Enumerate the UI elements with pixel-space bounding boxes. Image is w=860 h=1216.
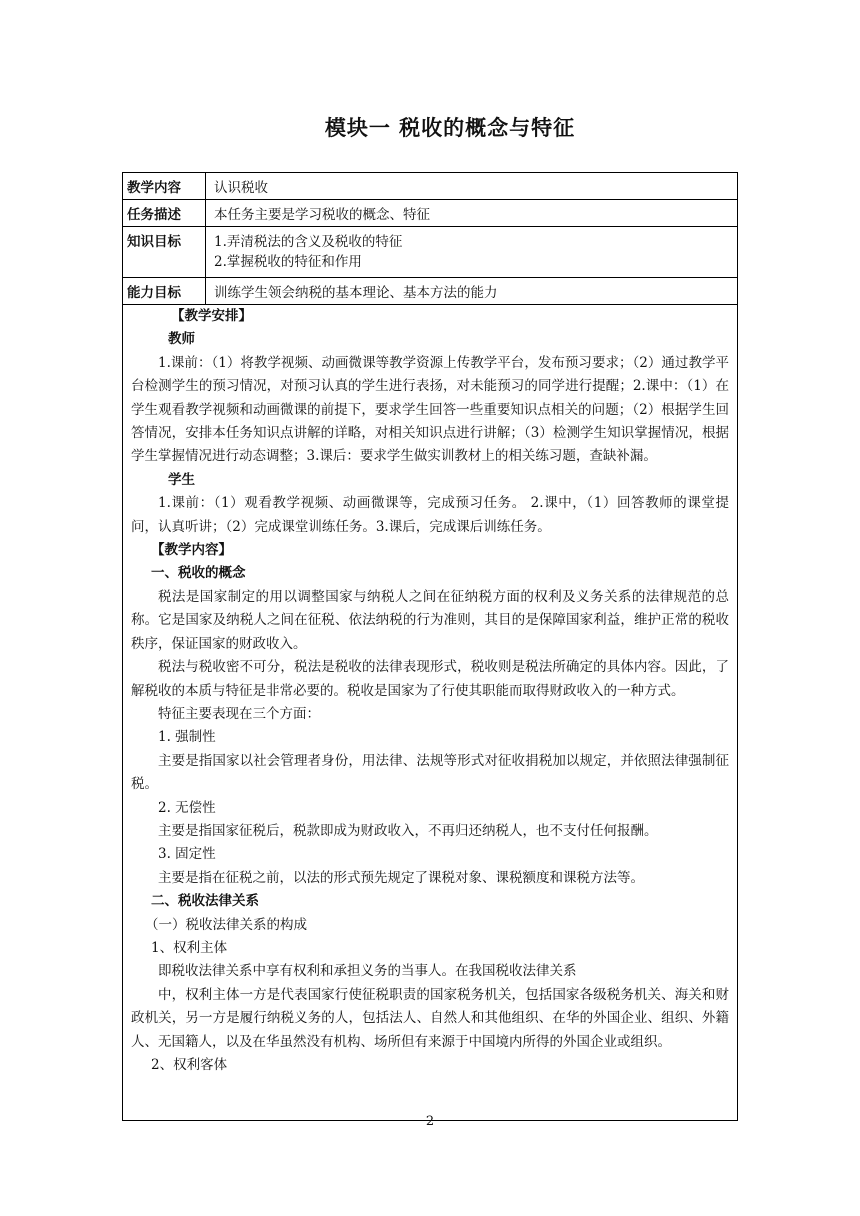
row-label: 教学内容	[123, 173, 206, 200]
info-row-content	[123, 173, 738, 200]
row-value	[206, 227, 738, 278]
knowledge-goal-1: 1.弄清税法的含义及税收的特征	[214, 234, 403, 250]
row-label: 能力目标	[123, 278, 206, 305]
s2-paragraph-1: 即税收法律关系中享有权利和承担义务的当事人。在我国税收法律关系	[158, 963, 577, 980]
teacher-text: 1.课前：（1）将教学视频、动画微课等教学资源上传教学平台，发布预习要求；（2）通过教学平台检测学生的预习情况，对预习认真的学生进行表扬，对未能预习的同学进行提醒；2.课中：（1）在学生观看教学视频和动画微课的前提下，要求学生回答一些重要知识点相关的问题；（2）根据学生回答情况，安排本任务知识点讲解的详略，对相关知识点进行讲解；（3）检测学生知识掌握情况，根据学生掌握情况进行动态调整；3.课后：要求学生做实训教材上的相关练习题，查缺补漏。	[131, 354, 729, 465]
feature-3-text: 主要是指在征税之前，以法的形式预先规定了课税对象、课税额度和课税方法等。	[158, 869, 644, 886]
info-row-ability	[123, 278, 738, 305]
lesson-table	[122, 172, 738, 1121]
section2-heading: 二、税收法律关系	[151, 893, 259, 910]
s1-paragraph-3: 特征主要表现在三个方面：	[158, 705, 320, 722]
section1-heading: 一、税收的概念	[151, 565, 246, 582]
feature-2-title: 2. 无偿性	[158, 799, 216, 816]
row-label: 知识目标	[123, 227, 206, 278]
s1-paragraph-1: 税法是国家制定的用以调整国家与纳税人之间在征纳税方面的权利及义务关系的法律规范的总称。它是国家及纳税人之间在征税、依法纳税的行为准则，其目的是保障国家利益，维护正常的税收秩序，保证国家的财政收入。	[131, 588, 729, 652]
student-heading: 学生	[168, 471, 195, 488]
info-row-knowledge	[123, 227, 738, 278]
feature-3-title: 3. 固定性	[158, 846, 216, 863]
feature-1-text: 主要是指国家以社会管理者身份，用法律、法规等形式对征收捐税加以规定，并依照法律强制征税。	[131, 752, 729, 793]
page-title: 模块一 税收的概念与特征	[324, 116, 576, 140]
s1-paragraph-2: 税法与税收密不可分，税法是税收的法律表现形式，税收则是税法所确定的具体内容。因此，了解税收的本质与特征是非常必要的。税收是国家为了行使其职能而取得财政收入的一种方式。	[131, 659, 729, 699]
student-text: 1.课前：（1）观看教学视频、动画微课等，完成预习任务。 2.课中，（1）回答教师的课堂提问，认真听讲；（2）完成课堂训练任务。3.课后，完成课后训练任务。	[131, 495, 729, 535]
info-row-task	[123, 200, 738, 227]
s2-paragraph-2: 中，权利主体一方是代表国家行使征税职责的国家税务机关，包括国家各级税务机关、海关和财政机关，另一方是履行纳税义务的人，包括法人、自然人和其他组织、在华的外国企业、组织、外籍人、无国籍人，以及在华虽然没有机构、场所但有来源于中国境内所得的外国企业或组织。	[131, 986, 729, 1050]
row-label: 任务描述	[123, 200, 206, 227]
s2-item-1: 1、权利主体	[151, 939, 228, 956]
teacher-heading: 教师	[168, 331, 195, 348]
feature-2-text: 主要是指国家征税后，税款即成为财政收入，不再归还纳税人，也不支付任何报酬。	[158, 822, 658, 839]
arrangement-heading: 【教学安排】	[171, 308, 252, 324]
content-row	[123, 305, 738, 1121]
content-cell	[123, 305, 738, 1121]
page-number: 2	[425, 1114, 435, 1129]
row-value: 认识税收	[206, 173, 738, 200]
content-heading: 【教学内容】	[151, 542, 232, 559]
feature-1-title: 1. 强制性	[158, 729, 216, 746]
s2-subheading-1: （一）税收法律关系的构成	[145, 916, 307, 933]
row-value: 训练学生领会纳税的基本理论、基本方法的能力	[206, 278, 738, 305]
row-value: 本任务主要是学习税收的概念、特征	[206, 200, 738, 227]
knowledge-goal-2: 2.掌握税收的特征和作用	[214, 254, 362, 270]
s2-item-2: 2、权利客体	[151, 1057, 228, 1073]
